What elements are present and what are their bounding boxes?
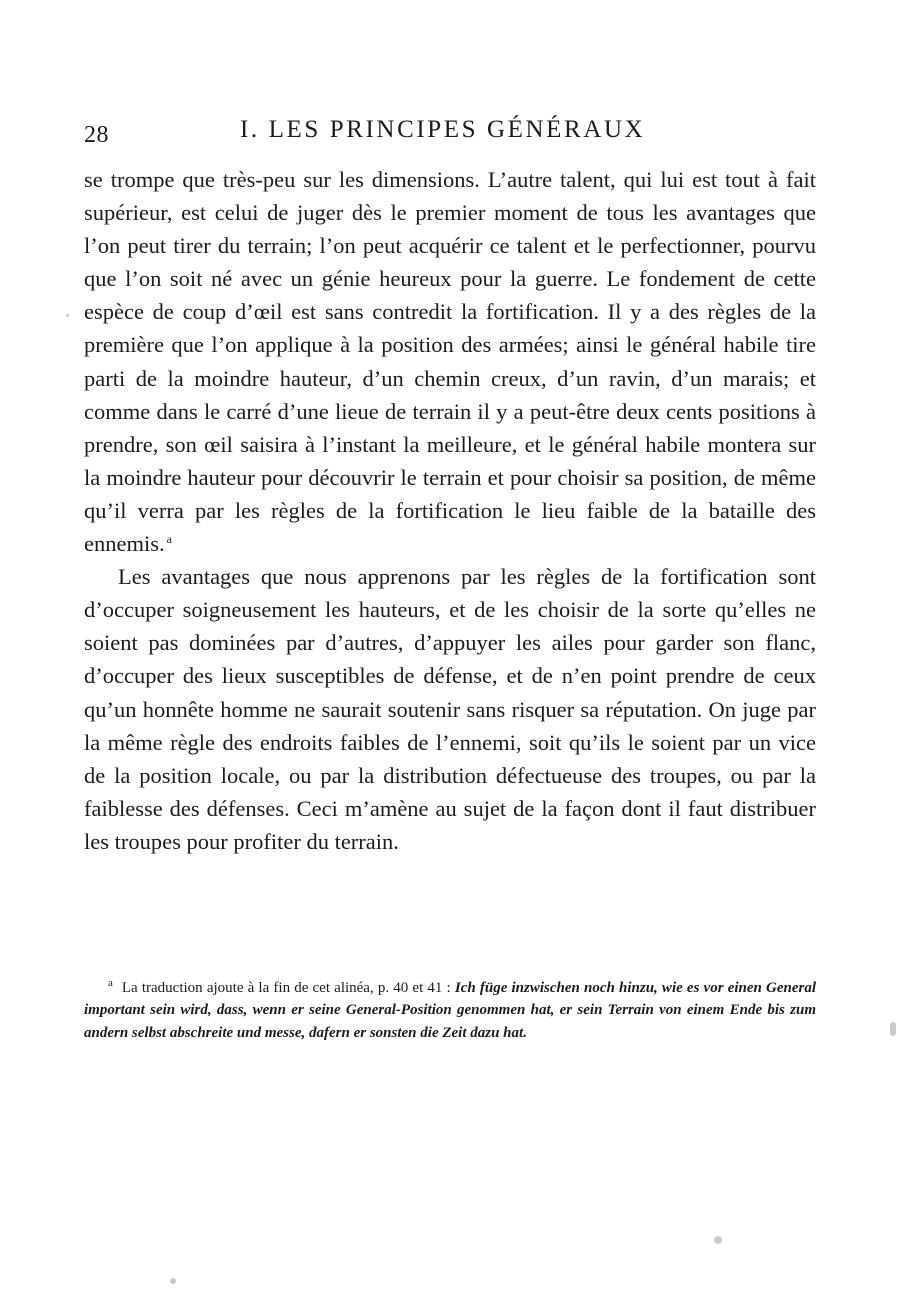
- paragraph-2: Les avantages que nous apprenons par les règles de la fortification sont d’occuper soigneusement les hauteurs, et de les choisir de la sorte qu’elles ne soient pas dominées par d’autres, d’appuyer les ailes pour garder son flanc, d’occuper des lieux susceptibles de défense, et de n’en point prendre de ceux qu’un honnête homme ne saurait soutenir sans risquer sa réputation. On juge par la même règle des endroits faibles de l’ennemi, soit qu’ils le soient par un vice de la position locale, ou par la distribution défectueuse des troupes, ou par la faiblesse des défenses. Ceci m’amène au sujet de la façon dont il faut distribuer les troupes pour profiter du terrain.: [84, 564, 816, 854]
- footnote-quote: Ich füge inzwischen noch hinzu, wie es vor einen General important sein wird, dass, wenn er seine General-Position genommen hat, er sein Terrain von einem Ende bis zum andern selbst abschreite und messe, dafern er sonsten die Zeit dazu hat.: [84, 980, 817, 1041]
- paper-speck: [890, 1022, 896, 1036]
- paragraph-1-text: se trompe que très-peu sur les dimensions. L’autre talent, qui lui est tout à fait supérieur, est celui de juger dès le premier moment de tous les avantages que l’on peut tirer du terrain; l’on peut acquérir ce talent et le perfectionner, pourvu que l’on soit né avec un génie heureux pour la guerre. Le fondement de cette espèce de coup d’œil est sans contredit la fortification. Il y a des règles de la première que l’on applique à la position des armées; ainsi le général habile tire parti de la moindre hauteur, d’un chemin creux, d’un ravin, d’un marais; et comme dans le carré d’une lieue de terrain il y a peut-être deux cents positions à prendre, son œil saisira à l’instant la meilleure, et le général habile montera sur la moindre hauteur pour découvrir le terrain et pour choisir sa position, de même qu’il verra par les règles de la fortification le lieu faible de la bataille des ennemis.: [84, 167, 816, 557]
- paper-speck: [66, 314, 69, 317]
- footnote-reference-a: a: [166, 531, 172, 546]
- body-text: [84, 163, 816, 858]
- footnote-text: La traduction ajoute à la fin de cet alinéa, p. 40 et 41 :: [121, 980, 451, 996]
- paper-speck: [714, 1236, 722, 1244]
- footnote: a La traduction ajoute à la fin de cet alinéa, p. 40 et 41 : Ich füge inzwischen noch hinzu, wie es vor einen General important sein wird, dass, wenn er seine General-Position genommen hat, er sein Terrain von einem Ende bis zum andern selbst abschreite und messe, dafern er sonsten die Zeit dazu hat.: [84, 977, 817, 1041]
- chapter-title: I. LES PRINCIPES GÉNÉRAUX: [240, 116, 646, 143]
- paper-speck: [170, 1278, 176, 1284]
- running-head: [84, 116, 816, 156]
- page-number: 28: [84, 122, 109, 148]
- paragraph-1: [84, 163, 816, 560]
